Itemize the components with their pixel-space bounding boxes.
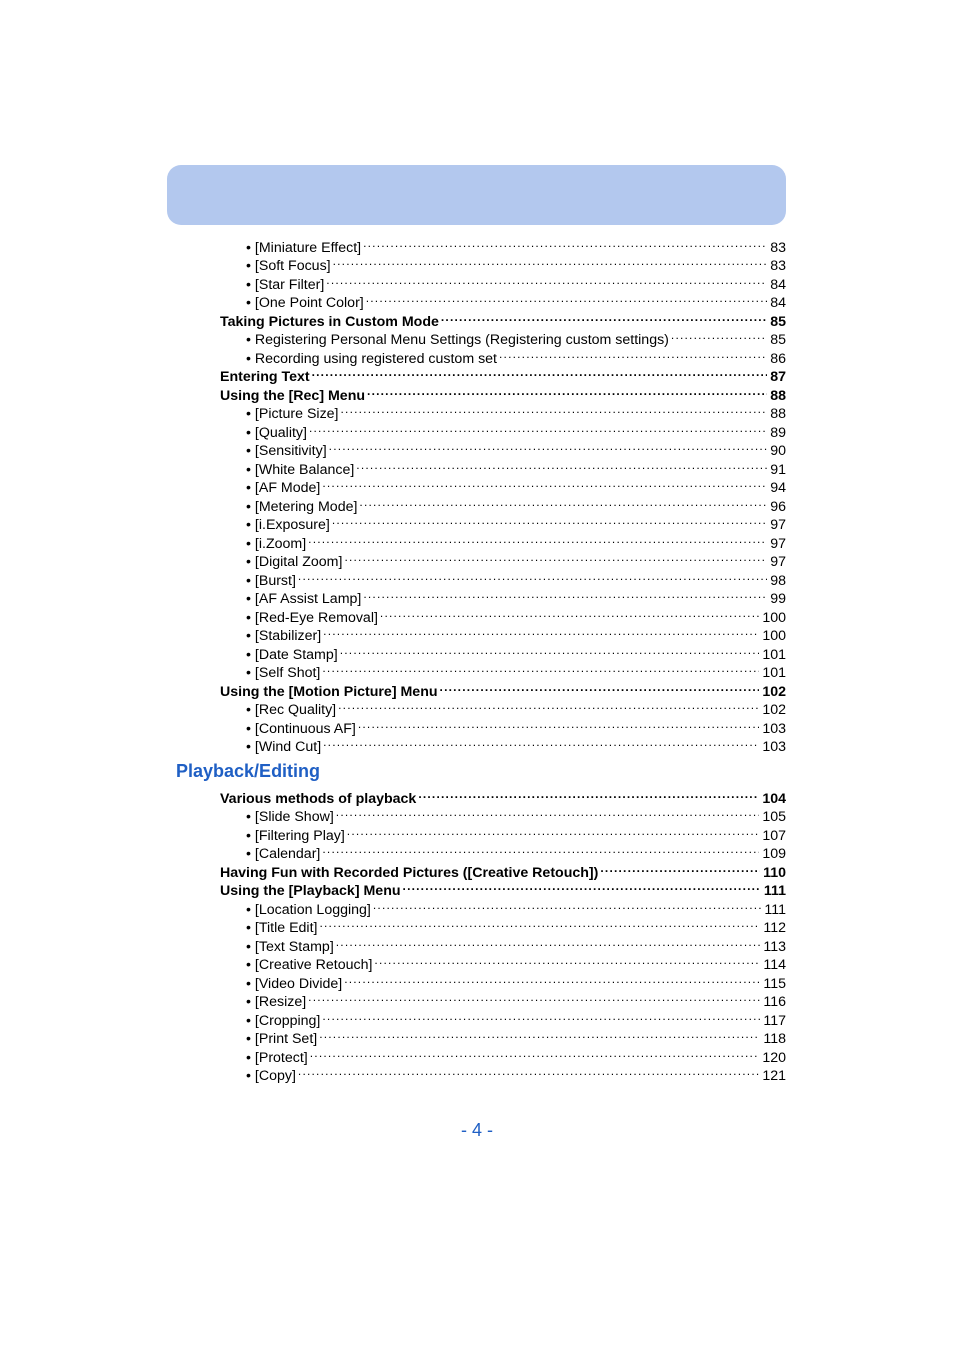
toc-entry-page: 113 (763, 938, 786, 955)
toc-entry-page: 86 (770, 350, 786, 367)
toc-entry-label: • [Quality] (246, 424, 307, 441)
toc-leader-dots (312, 363, 768, 382)
toc-leader-dots (600, 858, 760, 877)
toc-entry-label: • [Continuous AF] (246, 720, 356, 737)
toc-sub-entry[interactable] (220, 233, 786, 256)
toc-leader-dots (373, 895, 762, 914)
toc-leader-dots (336, 803, 760, 822)
toc-leader-dots (298, 566, 767, 585)
toc-entry-page: 115 (763, 975, 786, 992)
toc-entry-label: Using the [Motion Picture] Menu (220, 683, 438, 700)
toc-leader-dots (309, 418, 767, 437)
toc-entry-page: 110 (763, 864, 786, 881)
toc-sub-entry[interactable] (220, 566, 786, 589)
toc-entry-label: • [Copy] (246, 1068, 296, 1084)
toc-entry-label: Using the [Rec] Menu (220, 387, 366, 404)
toc-entry-page: 111 (764, 901, 786, 918)
toc-entry-label: • [Date Stamp] (246, 646, 338, 663)
toc-entry-page: 117 (763, 1012, 786, 1029)
toc-entry-page: 88 (770, 387, 786, 404)
toc-leader-dots (359, 492, 767, 511)
toc-entry-label: Having Fun with Recorded Pictures ([Creative Retouch]) (220, 864, 599, 881)
toc-section-2 (220, 784, 786, 1084)
toc-leader-dots (356, 455, 767, 474)
toc-leader-dots (322, 840, 759, 859)
toc-entry-page: 97 (770, 517, 786, 533)
toc-leader-dots (332, 511, 767, 530)
toc-entry-label: Various methods of playback (220, 790, 417, 807)
toc-leader-dots (418, 784, 759, 803)
toc-leader-dots (344, 548, 767, 567)
toc-leader-dots (403, 877, 761, 896)
toc-leader-dots (363, 233, 767, 252)
toc-entry-label: • [Soft Focus] (246, 258, 331, 274)
toc-leader-dots (336, 932, 761, 951)
toc-entry-page: 97 (770, 535, 786, 552)
toc-leader-dots (366, 289, 767, 308)
toc-leader-dots (358, 714, 759, 733)
toc-leader-dots (363, 585, 767, 604)
toc-entry-label: Entering Text (220, 369, 310, 385)
toc-leader-dots (380, 603, 759, 622)
header-bar (167, 165, 786, 225)
toc-entry-page: 90 (770, 443, 786, 459)
toc-entry-page: 111 (763, 883, 786, 899)
toc-entry-label: • [Location Logging] (246, 901, 371, 918)
toc-leader-dots (298, 1062, 759, 1081)
toc-leader-dots (329, 437, 768, 456)
section-title-playback-editing: Playback/Editing (176, 761, 321, 781)
toc-leader-dots (367, 381, 767, 400)
toc-leader-dots (323, 622, 759, 641)
toc-entry-page: 105 (762, 809, 786, 825)
toc-entry-page: 103 (762, 739, 786, 755)
toc-entry-page: 84 (770, 295, 786, 311)
toc-leader-dots (344, 969, 760, 988)
toc-entry-label: • [Stabilizer] (246, 628, 322, 644)
toc-entry-label: • [Picture Size] (246, 406, 339, 422)
toc-sub-entry[interactable] (220, 585, 786, 607)
toc-entry-page: 94 (770, 480, 786, 496)
toc-entry-label: • [Cropping] (246, 1012, 321, 1029)
toc-leader-dots (322, 1006, 760, 1025)
toc-entry-label: • [Burst] (246, 572, 296, 589)
toc-leader-dots (333, 252, 768, 271)
toc-entry-label: • [Video Divide] (246, 975, 343, 992)
toc-leader-dots (338, 696, 759, 715)
toc-entry-label: • [Creative Retouch] (246, 957, 373, 973)
toc-entry-label: • [Text Stamp] (246, 938, 334, 955)
toc-leader-dots (671, 326, 767, 345)
toc-entry-page: 104 (762, 790, 786, 807)
toc-entry-label: • [i.Zoom] (246, 535, 307, 552)
toc-entry-page: 85 (770, 332, 786, 348)
toc-entry-label: Using the [Playback] Menu (220, 883, 401, 899)
toc-leader-dots (310, 1043, 760, 1062)
toc-entry-label: • [AF Mode] (246, 480, 321, 496)
toc-entry-label: • [i.Exposure] (246, 517, 330, 533)
toc-entry-label: • Recording using registered custom set (246, 350, 498, 367)
toc-entry-page: 85 (770, 313, 786, 330)
toc-entry-page: 103 (762, 720, 786, 737)
toc-entry-page: 101 (762, 646, 786, 663)
toc-entry-page: 84 (770, 276, 786, 293)
toc-entry-page: 116 (763, 994, 786, 1010)
toc-entry-label: • [Sensitivity] (246, 443, 327, 459)
toc-entry-page: 120 (762, 1049, 786, 1066)
toc-entry-page: 87 (770, 369, 786, 385)
toc-entry-page: 97 (770, 554, 786, 570)
toc-entry-label: • [Red-Eye Removal] (246, 609, 378, 626)
toc-entry-page: 107 (762, 827, 786, 844)
toc-entry-label: • [Slide Show] (246, 809, 334, 825)
toc-entry-label: • [Filtering Play] (246, 827, 345, 844)
toc-entry-label: • [Print Set] (246, 1031, 318, 1047)
toc-leader-dots (319, 914, 760, 933)
toc-entry-label: • [Miniature Effect] (246, 239, 362, 256)
toc-leader-dots (440, 677, 760, 696)
toc-leader-dots (326, 270, 767, 289)
toc-entry-label: • [Calendar] (246, 846, 321, 862)
toc-entry-page: 98 (770, 572, 786, 589)
toc-entry-page: 83 (770, 258, 786, 274)
toc-entry-label: • [Rec Quality] (246, 702, 337, 718)
toc-entry-page: 100 (762, 609, 786, 626)
toc-leader-dots (374, 951, 760, 970)
toc-entry-label: • [Star Filter] (246, 276, 325, 293)
toc-entry-page: 101 (762, 665, 786, 681)
toc-entry-page: 88 (770, 406, 786, 422)
toc-entry-label: • [One Point Color] (246, 295, 364, 311)
toc-leader-dots (322, 474, 767, 493)
toc-entry-page: 102 (762, 702, 786, 718)
toc-entry-label: • Registering Personal Menu Settings (Registering custom settings) (246, 332, 669, 348)
toc-entry-label: • [Protect] (246, 1049, 308, 1066)
toc-entry-label: • [Digital Zoom] (246, 554, 343, 570)
toc-leader-dots (322, 659, 759, 678)
toc-entry-page: 100 (762, 628, 786, 644)
toc-leader-dots (347, 821, 760, 840)
toc-entry-label: • [Self Shot] (246, 665, 321, 681)
toc-entry-label: • [Wind Cut] (246, 739, 322, 755)
toc-entry-page: 112 (763, 920, 786, 936)
toc-leader-dots (441, 307, 767, 326)
toc-leader-dots (319, 1025, 760, 1044)
toc-entry-label: • [AF Assist Lamp] (246, 591, 362, 607)
toc-entry-page: 99 (770, 591, 786, 607)
toc-leader-dots (340, 640, 760, 659)
toc-entry-page: 118 (763, 1031, 786, 1047)
toc-entry-label: Taking Pictures in Custom Mode (220, 313, 439, 330)
toc-section-1 (220, 233, 786, 755)
toc-entry-page: 121 (762, 1068, 786, 1084)
toc-leader-dots (323, 733, 759, 752)
toc-entry-page: 109 (762, 846, 786, 862)
toc-entry-page: 102 (762, 683, 786, 700)
toc-entry-label: • [White Balance] (246, 461, 355, 478)
toc-entry-page: 96 (770, 498, 786, 515)
toc-entry-label: • [Title Edit] (246, 920, 318, 936)
toc-leader-dots (308, 529, 767, 548)
toc-leader-dots (341, 400, 768, 419)
toc-heading-entry[interactable] (220, 784, 786, 807)
toc-entry-label: • [Resize] (246, 994, 307, 1010)
toc-entry-label: • [Metering Mode] (246, 498, 358, 515)
toc-sub-entry[interactable] (220, 1062, 786, 1084)
toc-entry-page: 114 (763, 957, 786, 973)
page-number: - 4 - (460, 1120, 493, 1140)
toc-entry-page: 89 (770, 424, 786, 441)
toc-entry-page: 91 (770, 461, 786, 478)
toc-leader-dots (499, 344, 767, 363)
toc-leader-dots (308, 988, 760, 1007)
toc-entry-page: 83 (770, 239, 786, 256)
